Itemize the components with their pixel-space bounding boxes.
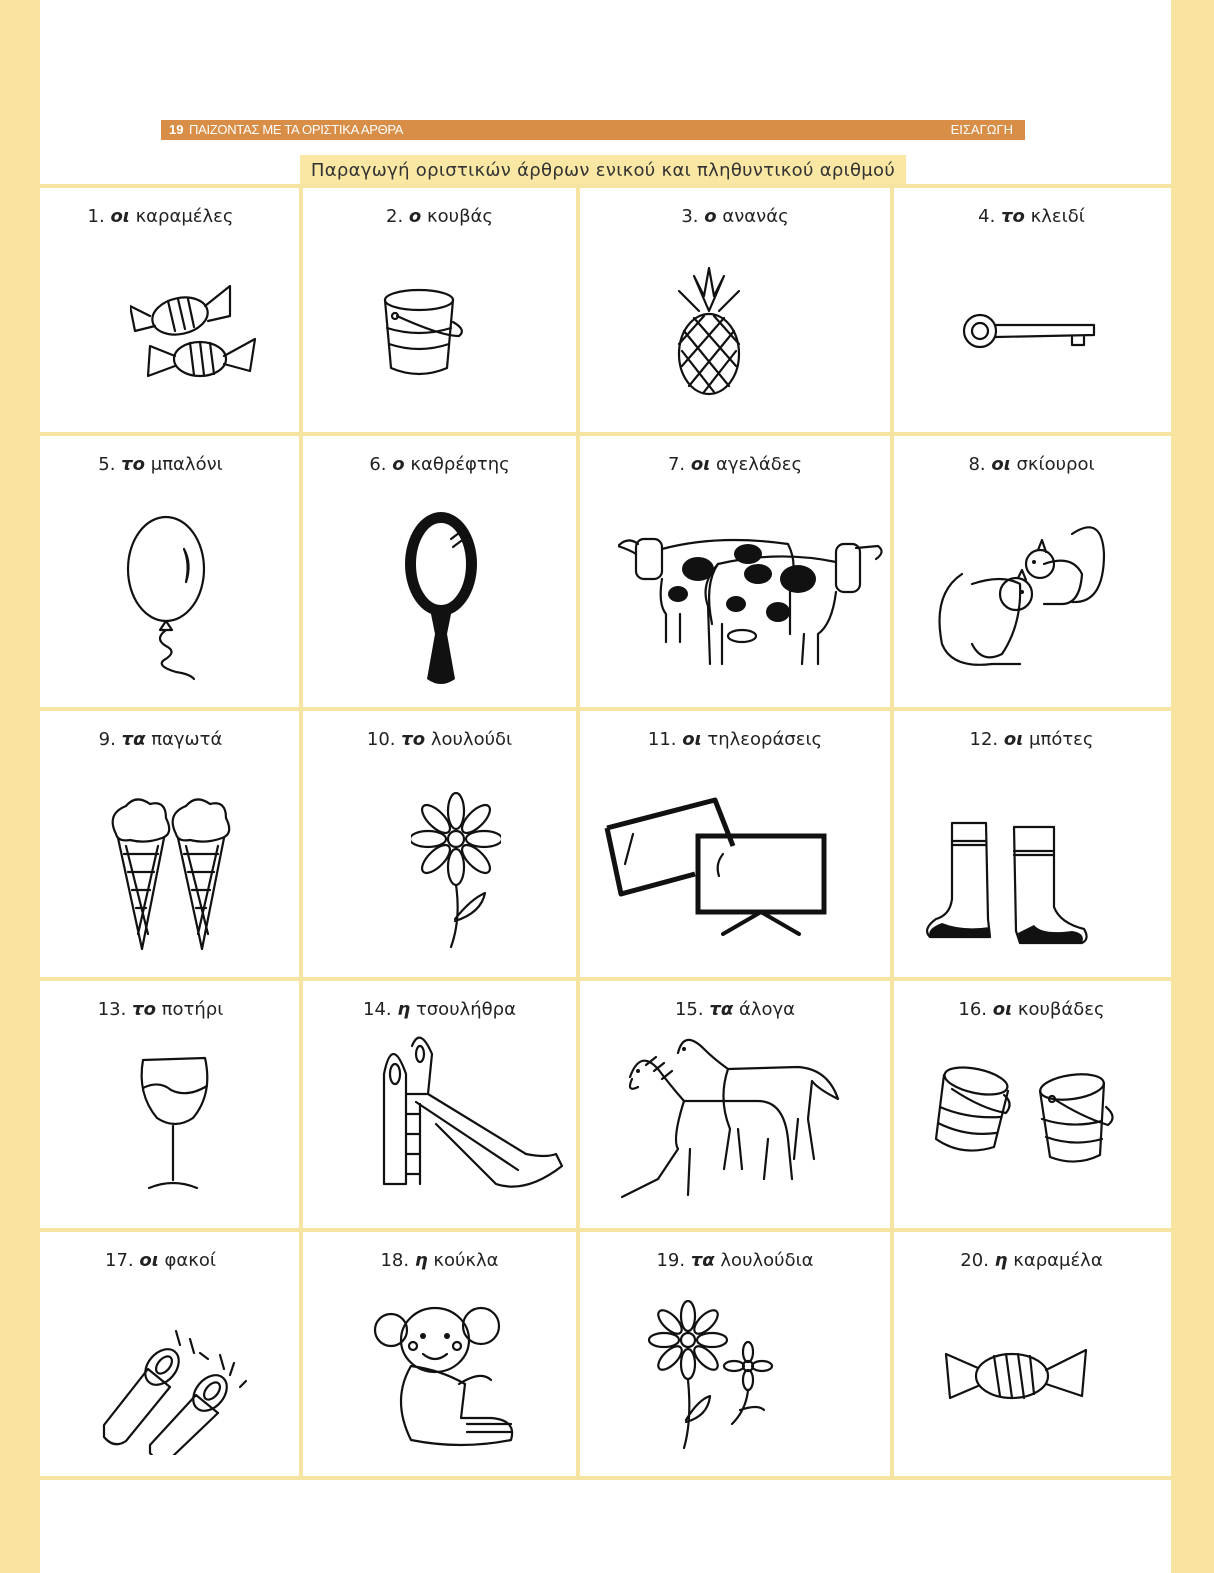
item-number: 14. <box>363 999 392 1020</box>
card-label <box>578 1250 892 1271</box>
item-number: 3. <box>681 206 699 227</box>
picture-card <box>40 979 301 1230</box>
header-bar <box>161 120 1025 140</box>
picture-card <box>301 979 578 1230</box>
picture-card <box>301 434 578 709</box>
article-word: οι <box>139 1250 159 1271</box>
doll-icon <box>371 1300 521 1450</box>
card-label <box>301 206 578 227</box>
card-label <box>892 999 1171 1020</box>
bucket-icon <box>381 286 471 381</box>
card-label <box>301 729 578 750</box>
picture-card <box>578 709 892 979</box>
noun-word: τηλεοράσεις <box>707 729 823 750</box>
flower-icon <box>411 789 501 949</box>
noun-word: φακοί <box>164 1250 216 1271</box>
card-label <box>892 454 1171 475</box>
card-label <box>60 454 261 475</box>
picture-card <box>578 186 892 434</box>
article-word: οι <box>992 999 1013 1020</box>
noun-word: τσουλήθρα <box>415 999 516 1020</box>
article-word: το <box>121 454 146 475</box>
card-label <box>892 206 1171 227</box>
card-label <box>301 454 578 475</box>
card-label <box>578 729 892 750</box>
picture-card <box>40 1230 301 1478</box>
page-number: 19 <box>169 122 184 137</box>
article-word: το <box>401 729 426 750</box>
item-number: 19. <box>656 1250 686 1271</box>
noun-word: παγωτά <box>151 729 223 750</box>
item-number: 11. <box>647 729 677 750</box>
article-word: οι <box>110 206 130 227</box>
noun-word: μπότες <box>1029 729 1094 750</box>
noun-word: άλογα <box>738 999 796 1020</box>
candies-icon <box>130 271 270 381</box>
picture-card <box>578 1230 892 1478</box>
noun-word: σκίουροι <box>1016 454 1095 475</box>
card-label <box>60 729 261 750</box>
card-label <box>60 999 261 1020</box>
card-label <box>301 1250 578 1271</box>
picture-card <box>40 186 301 434</box>
candy-icon <box>942 1340 1092 1410</box>
article-word: το <box>132 999 156 1020</box>
noun-word: ανανάς <box>722 206 789 227</box>
article-word: τα <box>709 999 734 1020</box>
item-number: 5. <box>98 454 116 475</box>
article-word: η <box>397 999 411 1020</box>
card-label <box>892 1250 1171 1271</box>
card-label <box>578 206 892 227</box>
televisions-icon <box>603 794 833 944</box>
noun-word: καραμέλες <box>135 206 234 227</box>
picture-card <box>301 186 578 434</box>
picture-card <box>578 434 892 709</box>
picture-card <box>301 1230 578 1478</box>
picture-card <box>40 434 301 709</box>
card-label <box>301 999 578 1020</box>
cows-icon <box>618 524 888 674</box>
key-icon <box>962 301 1102 361</box>
noun-word: λουλούδια <box>720 1250 814 1271</box>
noun-word: κούκλα <box>433 1250 499 1271</box>
picture-card <box>892 186 1171 434</box>
flashlights-icon <box>100 1325 260 1455</box>
noun-word: καθρέφτης <box>410 454 510 475</box>
hand-mirror-icon <box>401 509 481 689</box>
noun-word: κλειδί <box>1030 206 1085 227</box>
item-number: 12. <box>969 729 999 750</box>
picture-card <box>892 434 1171 709</box>
article-word: ο <box>408 206 422 227</box>
article-word: η <box>414 1250 428 1271</box>
article-word: οι <box>690 454 711 475</box>
item-number: 17. <box>105 1250 134 1271</box>
article-word: οι <box>682 729 702 750</box>
noun-word: κουβάδες <box>1017 999 1105 1020</box>
item-number: 4. <box>978 206 996 227</box>
worksheet-title: Παραγωγή οριστικών άρθρων ενικού και πληθυντικού αριθμού <box>300 155 906 186</box>
picture-card <box>578 979 892 1230</box>
article-word: τα <box>121 729 146 750</box>
item-number: 10. <box>366 729 396 750</box>
article-word: η <box>994 1250 1008 1271</box>
horses-icon <box>618 1029 848 1209</box>
item-number: 15. <box>674 999 704 1020</box>
ice-creams-icon <box>106 794 256 954</box>
article-word: ο <box>704 206 717 227</box>
article-word: το <box>1001 206 1025 227</box>
picture-card <box>40 709 301 979</box>
item-number: 6. <box>369 454 387 475</box>
squirrels-icon <box>932 514 1112 674</box>
slide-icon <box>376 1034 566 1204</box>
noun-word: κουβάς <box>427 206 493 227</box>
picture-card <box>892 1230 1171 1478</box>
article-word: ο <box>392 454 405 475</box>
card-label <box>578 999 892 1020</box>
article-word: τα <box>690 1250 715 1271</box>
noun-word: καραμέλα <box>1013 1250 1103 1271</box>
item-number: 7. <box>667 454 686 475</box>
article-word: οι <box>991 454 1011 475</box>
header-section: ΕΙΣΑΓΩΓΗ <box>950 122 1013 137</box>
card-label <box>578 454 892 475</box>
noun-word: μπαλόνι <box>150 454 223 475</box>
article-word: οι <box>1003 729 1024 750</box>
picture-card <box>892 979 1171 1230</box>
noun-word: αγελάδες <box>715 454 803 475</box>
item-number: 16. <box>958 999 988 1020</box>
item-number: 8. <box>968 454 986 475</box>
buckets-icon <box>932 1059 1132 1169</box>
wine-glass-icon <box>135 1054 215 1194</box>
item-number: 20. <box>960 1250 989 1271</box>
picture-card <box>892 709 1171 979</box>
noun-word: λουλούδι <box>430 729 513 750</box>
item-number: 2. <box>386 206 404 227</box>
boots-icon <box>922 819 1092 949</box>
pineapple-icon <box>674 266 744 396</box>
item-number: 1. <box>87 206 105 227</box>
card-label <box>892 729 1171 750</box>
picture-card <box>301 709 578 979</box>
card-label <box>60 206 261 227</box>
header-topic: ΠΑΙΖΟΝΤΑΣ ΜΕ ΤΑ ΟΡΙΣΤΙΚΑ ΑΡΘΡΑ <box>189 122 404 137</box>
item-number: 13. <box>97 999 127 1020</box>
item-number: 9. <box>98 729 116 750</box>
flowers-icon <box>648 1300 778 1450</box>
item-number: 18. <box>380 1250 410 1271</box>
card-label <box>60 1250 261 1271</box>
noun-word: ποτήρι <box>161 999 224 1020</box>
balloon-icon <box>126 514 216 684</box>
